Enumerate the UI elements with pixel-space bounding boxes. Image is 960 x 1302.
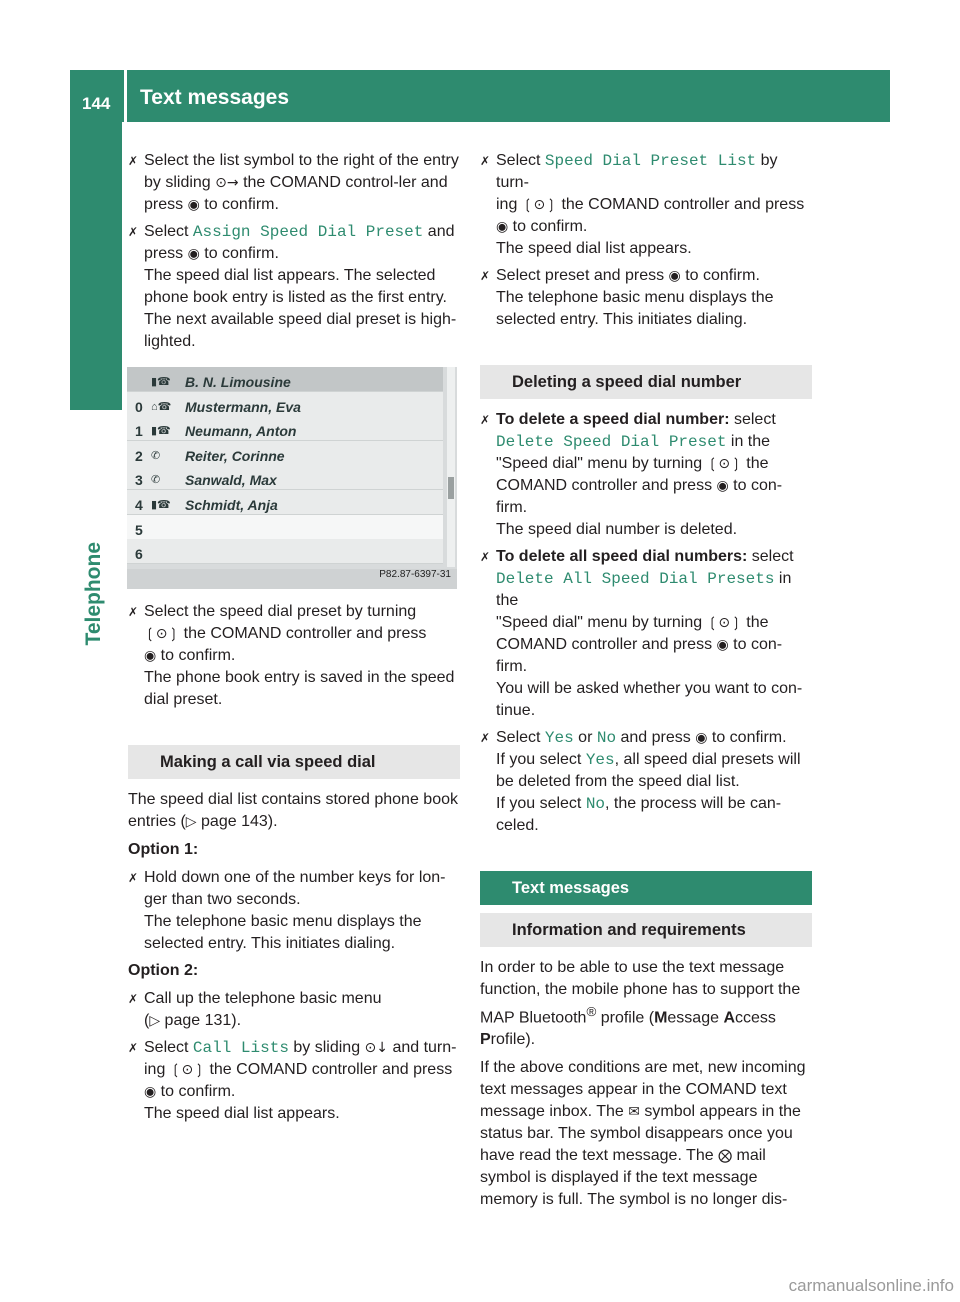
press-icon: ◉	[668, 268, 681, 284]
step-arrow-icon: ✗	[128, 1041, 139, 1055]
speed-dial-number: 3	[135, 472, 143, 489]
page-title: Text messages	[140, 86, 290, 109]
menu-item-delete-speed-dial-preset: Delete Speed Dial Preset	[496, 433, 727, 451]
contact-name: Reiter, Corinne	[185, 447, 285, 464]
entry-type-icon: ✆	[151, 449, 161, 462]
page-ref-icon: ▷	[149, 1013, 161, 1029]
step-result: The speed dial list appears. The selected phone book entry is listed as the first entry. The next available speed dial preset is high-lighted.	[144, 267, 457, 350]
speed-dial-row	[127, 367, 443, 392]
step-arrow-icon: ✗	[128, 154, 139, 168]
step-result: The speed dial number is deleted.	[496, 521, 738, 538]
chapter-strip	[70, 122, 122, 410]
envelope-icon: ✉	[628, 1104, 640, 1121]
step-assign-speed-dial: ✗ Select Assign Speed Dial Preset and press ◉ to confirm. The speed dial list appears. The selected phone book entry is listed as the first entry. The next available speed dial preset is high-lighted.	[128, 223, 457, 350]
menu-item-speed-dial-preset-list: Speed Dial Preset List	[544, 152, 757, 170]
right-column	[480, 150, 812, 1217]
option-1-label: Option 1:	[128, 841, 199, 858]
screen-scrollbar	[447, 367, 455, 567]
speed-dial-number: 1	[135, 423, 143, 440]
press-icon: ◉	[187, 246, 200, 262]
step-select-speed-dial-preset-list: ✗ Select Speed Dial Preset List by turn- ing ❲⊙❳ the COMAND controller and press ◉ to confirm. The speed dial list appears.	[480, 152, 805, 257]
turn-icon: ❲⊙❳	[706, 615, 742, 631]
speed-dial-number: 4	[135, 497, 143, 513]
turn-icon: ❲⊙❳	[144, 626, 180, 642]
step-select-preset: ✗ Select the speed dial preset by turning ❲⊙❳ the COMAND controller and press ◉ to confirm. The phone book entry is saved in the speed dial preset.	[128, 603, 455, 708]
option-yes: Yes	[544, 729, 574, 747]
turn-icon: ❲⊙❳	[706, 456, 742, 472]
page-ref-icon: ▷	[185, 814, 197, 830]
left-column	[128, 150, 460, 1125]
step-arrow-icon: ✗	[480, 550, 491, 564]
speed-dial-row	[127, 392, 443, 417]
turn-icon: ❲⊙❳	[521, 197, 557, 213]
slide-down-icon: ⊙↓	[364, 1040, 388, 1056]
section-heading-information: Information and requirements	[480, 913, 812, 947]
header-divider	[124, 70, 127, 122]
contact-name: Schmidt, Anja	[185, 497, 278, 513]
step-arrow-icon: ✗	[480, 413, 491, 427]
entry-type-icon: ▮☎	[151, 499, 171, 511]
step-delete-one: ✗ To delete a speed dial number: select Delete Speed Dial Preset in the "Speed dial" menu by turning ❲⊙❳ the COMAND controller and press ◉ to con-firm. The speed dial number is deleted.	[480, 411, 783, 538]
press-icon: ◉	[144, 648, 157, 664]
contact-name: B. N. Limousine	[185, 374, 291, 390]
step-result: The phone book entry is saved in the speed dial preset.	[144, 669, 455, 708]
press-icon: ◉	[144, 1084, 157, 1100]
contact-name: Neumann, Anton	[185, 423, 297, 440]
entry-type-icon: ▮☎	[151, 425, 171, 438]
step-call-up-menu: ✗ Call up the telephone basic menu (▷ page 131).	[128, 990, 382, 1029]
speed-dial-screen-image	[127, 367, 457, 589]
step-select-list-symbol: ✗ Select the list symbol to the right of the entry by sliding ⊙→ the COMAND control-ler and press ◉ to confirm.	[128, 152, 459, 213]
step-result: The speed dial list appears.	[496, 240, 692, 257]
press-icon: ◉	[187, 197, 200, 213]
step-arrow-icon: ✗	[128, 871, 139, 885]
option-no: No	[596, 729, 617, 747]
press-icon: ◉	[716, 637, 729, 653]
step-arrow-icon: ✗	[480, 154, 491, 168]
step-arrow-icon: ✗	[480, 731, 491, 745]
speed-dial-number: 5	[135, 521, 143, 538]
step-select-call-lists: ✗ Select Call Lists by sliding ⊙↓ and turn- ing ❲⊙❳ the COMAND controller and press ◉ to confirm. The speed dial list appears.	[128, 1039, 457, 1122]
step-arrow-icon: ✗	[128, 605, 139, 619]
speed-dial-number: 6	[135, 546, 143, 563]
contact-name: Mustermann, Eva	[185, 398, 301, 415]
step-select-yes-no: ✗ Select Yes or No and press ◉ to confirm. If you select Yes, all speed dial presets will be deleted from the speed dial list. If you select No, the process will be can-celed.	[480, 729, 801, 834]
speed-dial-row	[127, 515, 443, 540]
mail-full-icon: ⨂	[718, 1148, 733, 1165]
speed-dial-row	[127, 465, 443, 490]
section-heading-making-call: Making a call via speed dial	[128, 745, 460, 779]
step-delete-all: ✗ To delete all speed dial numbers: select Delete All Speed Dial Presets in the "Speed dial" menu by turning ❲⊙❳ the COMAND controller and press ◉ to con-firm. You will be asked whether you want to con-tinue.	[480, 548, 803, 719]
chapter-label: Telephone	[82, 542, 105, 646]
menu-item-assign-speed-dial-preset: Assign Speed Dial Preset	[192, 223, 424, 241]
turn-icon: ❲⊙❳	[169, 1062, 205, 1078]
step-arrow-icon: ✗	[128, 225, 139, 239]
entry-type-icon: ▮☎	[151, 376, 171, 388]
section-heading-deleting: Deleting a speed dial number	[480, 365, 812, 399]
press-icon: ◉	[496, 219, 509, 235]
press-icon: ◉	[716, 478, 729, 494]
step-result: The telephone basic menu displays the selected entry. This initiates dialing.	[144, 913, 422, 952]
step-result: You will be asked whether you want to con-tinue.	[496, 680, 803, 719]
entry-type-icon: ⌂☎	[151, 400, 172, 413]
slide-right-icon: ⊙→	[215, 175, 239, 191]
speed-dial-row	[127, 490, 443, 515]
step-select-preset-right: ✗ Select preset and press ◉ to confirm. The telephone basic menu displays the selected entry. This initiates dialing.	[480, 267, 774, 328]
speed-dial-row	[127, 539, 443, 564]
step-arrow-icon: ✗	[128, 992, 139, 1006]
speed-dial-number: 2	[135, 447, 143, 464]
speed-dial-row	[127, 416, 443, 441]
option-2-label: Option 2:	[128, 962, 199, 979]
step-arrow-icon: ✗	[480, 269, 491, 283]
watermark: carmanualsonline.info	[788, 1276, 954, 1295]
section-heading-text-messages: Text messages	[480, 871, 812, 905]
speed-dial-number: 0	[135, 398, 143, 415]
info-paragraph-2: If the above conditions are met, new incoming text messages appear in the COMAND text message inbox. The ✉ symbol appears in the status bar. The symbol disappears once you have read the text message. The ⨂ mail symbol is displayed if the text message memory is full. The symbol is no longer dis-	[480, 1059, 806, 1209]
menu-item-delete-all-speed-dial-presets: Delete All Speed Dial Presets	[496, 570, 775, 588]
step-result: The speed dial list appears.	[144, 1105, 340, 1122]
entry-type-icon: ✆	[151, 474, 161, 487]
contact-name: Sanwald, Max	[185, 472, 277, 489]
info-paragraph-1: In order to be able to use the text message function, the mobile phone has to support the MAP Bluetooth® profile (Message Access Profile).	[480, 959, 801, 1049]
speed-dial-row	[127, 441, 443, 466]
page-number: 144	[82, 94, 111, 113]
menu-item-call-lists: Call Lists	[192, 1039, 289, 1057]
section-intro: The speed dial list contains stored phone book entries (▷ page 143).	[128, 791, 458, 830]
press-icon: ◉	[695, 730, 708, 746]
step-hold-number-key: ✗ Hold down one of the number keys for lon-ger than two seconds. The telephone basic menu displays the selected entry. This initiates dialing.	[128, 869, 446, 952]
step-result: The telephone basic menu displays the selected entry. This initiates dialing.	[496, 289, 774, 328]
image-code: P82.87-6397-31	[379, 569, 451, 580]
